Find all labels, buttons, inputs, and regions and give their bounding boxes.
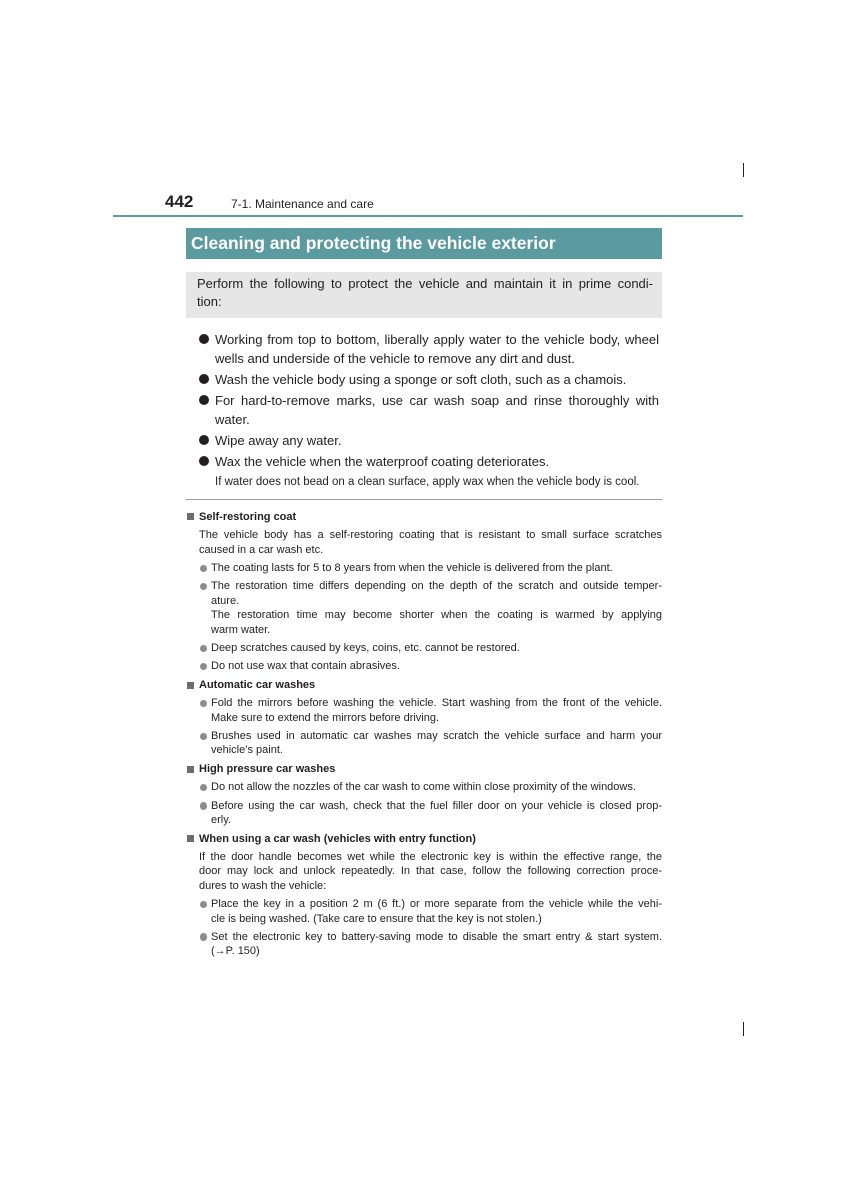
square-icon bbox=[187, 766, 194, 773]
text-line: erly. bbox=[211, 814, 231, 827]
notes-area bbox=[186, 510, 662, 963]
gray-circle-icon bbox=[200, 583, 208, 591]
gray-circle-icon bbox=[200, 700, 208, 708]
step-line: Wipe away any water. bbox=[215, 432, 342, 448]
text-line: vehicle’s paint. bbox=[211, 744, 283, 757]
note-heading bbox=[186, 678, 662, 692]
note-heading-text: Self-restoring coat bbox=[199, 510, 297, 523]
procedure-step bbox=[186, 431, 662, 450]
step-line: Wash the vehicle body using a sponge or soft cloth, such as a chamois. bbox=[215, 371, 627, 387]
intro-box bbox=[186, 272, 662, 318]
text-line: ature. bbox=[211, 594, 240, 607]
note-bullet bbox=[186, 897, 662, 926]
gray-circle-icon bbox=[200, 645, 208, 653]
note-bullet bbox=[186, 799, 662, 828]
step-line: water. bbox=[215, 411, 250, 427]
note-bullet bbox=[186, 561, 662, 575]
note-heading bbox=[186, 762, 662, 776]
text-line: Brushes used in automatic car washes may scratch the vehicle surface and harm your bbox=[211, 730, 662, 743]
text-line: dures to wash the vehicle: bbox=[199, 879, 327, 892]
text-line: Fold the mirrors before washing the vehicle. Start washing from the front of the vehicle. bbox=[211, 697, 662, 710]
page-reference: (→P. 150) bbox=[211, 945, 260, 958]
text-line: If the door handle becomes wet while the electronic key is within the effective range, the bbox=[199, 850, 662, 863]
text-line: Place the key in a position 2 m (6 ft.) or more separate from the vehicle while the vehi- bbox=[211, 898, 662, 911]
step-line: wells and underside of the vehicle to remove any dirt and dust. bbox=[215, 350, 575, 366]
text-line: The restoration time may become shorter when the coating is warmed by applying bbox=[211, 609, 662, 622]
text-line: The restoration time differs depending on the depth of the scratch and outside temper- bbox=[211, 580, 662, 593]
note-heading bbox=[186, 510, 662, 524]
note-bullet bbox=[186, 930, 662, 959]
gray-circle-icon bbox=[200, 663, 208, 671]
note-bullet bbox=[186, 696, 662, 725]
header-rule bbox=[113, 215, 743, 217]
note-bullet bbox=[186, 641, 662, 655]
text-line: Set the electronic key to battery-saving mode to disable the smart entry & start system. bbox=[211, 930, 662, 943]
gray-circle-icon bbox=[200, 565, 208, 573]
note-bullet bbox=[186, 579, 662, 637]
text-line: Do not use wax that contain abrasives. bbox=[211, 660, 400, 673]
note-section bbox=[186, 762, 662, 828]
square-icon bbox=[187, 682, 194, 689]
text-line: cle is being washed. (Take care to ensure that the key is not stolen.) bbox=[211, 912, 542, 925]
filled-circle-icon bbox=[199, 395, 209, 405]
gray-circle-icon bbox=[200, 802, 208, 810]
step-line: Wax the vehicle when the waterproof coating deteriorates. bbox=[215, 453, 550, 469]
text-line: Do not allow the nozzles of the car wash to come within close proximity of the windows. bbox=[211, 781, 636, 794]
text-line: door may lock and unlock repeatedly. In that case, follow the following correction proce- bbox=[199, 865, 662, 878]
page-title: Cleaning and protecting the vehicle exterior bbox=[186, 228, 662, 259]
note-bullet bbox=[186, 729, 662, 758]
procedure-step bbox=[186, 330, 662, 368]
note-heading bbox=[186, 832, 662, 846]
filled-circle-icon bbox=[199, 435, 209, 445]
filled-circle-icon bbox=[199, 456, 209, 466]
note-bullet bbox=[186, 659, 662, 673]
note-heading-text: High pressure car washes bbox=[199, 762, 336, 775]
chapter-heading: 7-1. Maintenance and care bbox=[231, 197, 374, 211]
note-section bbox=[186, 678, 662, 758]
section-divider bbox=[186, 499, 662, 500]
text-line: Deep scratches caused by keys, coins, etc. cannot be restored. bbox=[211, 642, 520, 655]
text-line: The coating lasts for 5 to 8 years from when the vehicle is delivered from the plant. bbox=[211, 562, 613, 575]
note-section bbox=[186, 510, 662, 674]
intro-line: Perform the following to protect the vehicle and maintain it in prime condi- bbox=[197, 276, 653, 291]
filled-circle-icon bbox=[199, 374, 209, 384]
procedure-step bbox=[186, 391, 662, 429]
note-section bbox=[186, 832, 662, 959]
text-line: The vehicle body has a self-restoring coating that is resistant to small surface scratches bbox=[199, 529, 662, 542]
intro-line: tion: bbox=[197, 294, 222, 309]
wax-note: If water does not bead on a clean surface, apply wax when the vehicle body is cool. bbox=[215, 475, 640, 488]
step-line: Working from top to bottom, liberally apply water to the vehicle body, wheel bbox=[215, 331, 659, 347]
filled-circle-icon bbox=[199, 334, 209, 344]
gray-circle-icon bbox=[200, 733, 208, 741]
step-line: For hard-to-remove marks, use car wash soap and rinse thoroughly with bbox=[215, 392, 659, 408]
page-number: 442 bbox=[165, 192, 194, 211]
text-line: caused in a car wash etc. bbox=[199, 543, 324, 556]
gray-circle-icon bbox=[200, 933, 208, 941]
crop-mark-top bbox=[743, 163, 744, 177]
text-line: warm water. bbox=[211, 623, 271, 636]
procedure-list bbox=[186, 330, 662, 490]
note-paragraph bbox=[186, 528, 662, 557]
square-icon bbox=[187, 513, 194, 520]
gray-circle-icon bbox=[200, 784, 208, 792]
note-bullet bbox=[186, 780, 662, 794]
procedure-step bbox=[186, 370, 662, 389]
crop-mark-bottom bbox=[743, 1022, 744, 1036]
text-line: Before using the car wash, check that the fuel filler door on your vehicle is closed prop- bbox=[211, 799, 662, 812]
note-heading-text: When using a car wash (vehicles with entry function) bbox=[199, 832, 476, 845]
note-heading-text: Automatic car washes bbox=[199, 678, 316, 691]
procedure-step bbox=[186, 452, 662, 471]
text-line: Make sure to extend the mirrors before driving. bbox=[211, 711, 440, 724]
note-paragraph bbox=[186, 850, 662, 893]
square-icon bbox=[187, 835, 194, 842]
gray-circle-icon bbox=[200, 901, 208, 909]
